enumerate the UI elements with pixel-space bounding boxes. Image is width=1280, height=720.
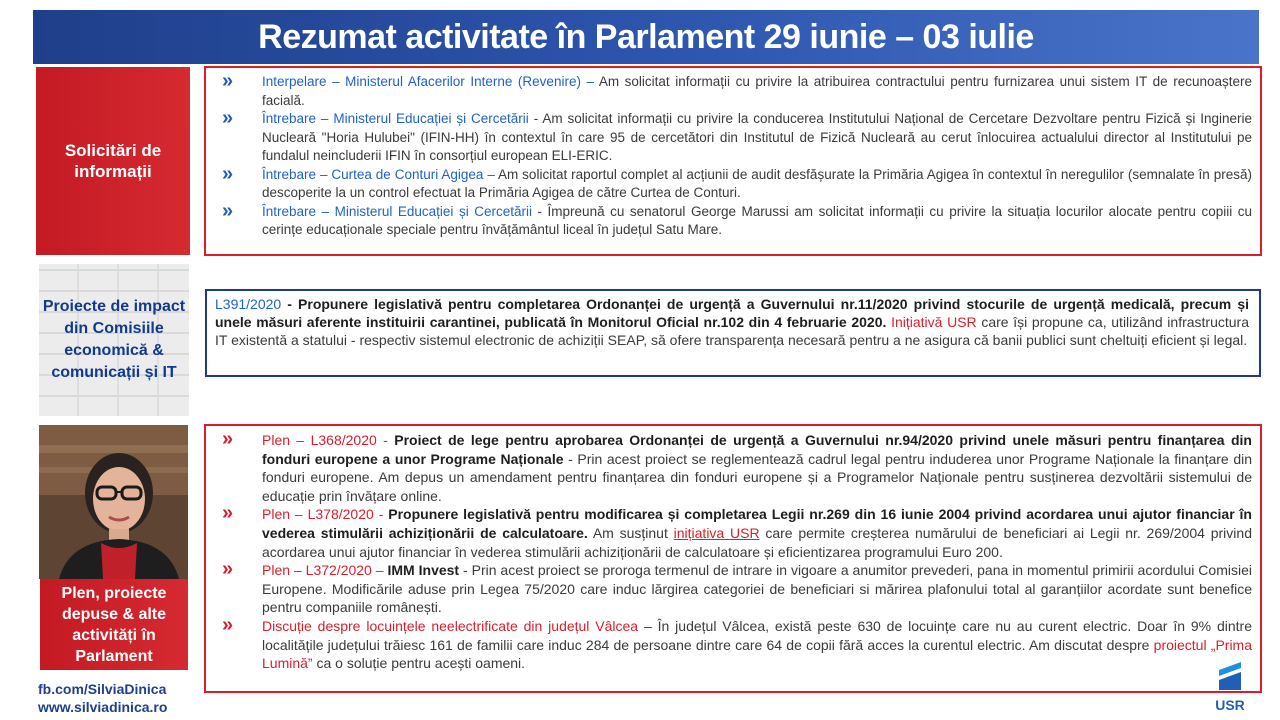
section-label-plen-text: Plen, proiecte depuse & alte activități în Parlament [61,584,167,665]
chevron-bullet-icon: » [222,502,234,525]
project-code: L391/2020 [215,296,282,312]
usr-initiative-link[interactable]: inițiativa USR [673,524,760,541]
item-body: - Prin acest proiect se reglementează cadrul legal pentru induderea unor Programe Naționale la finanțare din fonduri europene. Am depus un amendament pentru finanțarea din fonduri europene și a Programelor Naționale pentru susținerea dezvoltării sistemului de educație prin învățare online. [262,450,1253,504]
list-item [220,70,1252,110]
item-body: – În județul Vâlcea, există peste 630 de locuințe care nu au curent electric. Doar în 9% dintre localitățile județului trăiesc 161 de familii care induc 284 de persoane dintre care 64 de copii fără acces la curentul electric. Am discutat despre [262,617,1253,653]
item-body: - Am solicitat informații cu privire la conducerea Institutului Național de Cercetare Dezvoltare pentru Fizică și Inginerie Nucleară "Horia Hulubei" (IFIN-HH) în contextul în care 95 de cercetători din Institutul de Fizică Nucleară au cerut înlocuirea actualului director al Institutului pe fundalul neincluderii IFIN în consorțiul european ELI-ERIC. [262,111,1252,163]
section-label-projects-text: Proiecte de impact din Comisiile economică & comunicații și IT [42,298,186,381]
list-item [220,162,1252,203]
footer-links [38,680,167,716]
project-body: care își propune ca, utilizând infrastructura IT existentă a statului - respectiv sistemul electronic de achiziții SEAP, să ofere transparența necesară pentru a ne asigura că banii publici sunt cheltuiți eficient și legal. [215,314,1250,348]
section-label-info [36,67,190,255]
info-requests-panel [204,66,1262,256]
item-bold: IMM Invest [387,562,460,579]
item-heading: Plen – L368/2020 - [262,432,395,448]
item-bold: Propunere legislativă pentru modificarea și completarea Legii nr.269 din 16 iunie 2004 privind acordarea unui ajutor financiar în vederea stimulării achiziționării de calculatoare. [262,506,1252,541]
section-label-projects [39,264,189,416]
project-title: Propunere legislativă pentru completarea Ordonanței de urgență a Guvernului nr.11/2020 privind stocurile de urgență medicală, precum și unele măsuri aferente instituirii carantinei, publicată în Monitorul Oficial nr.102 din 4 februarie 2020. [215,296,1249,330]
item-body: Am solicitat informații cu privire la atribuirea contractului pentru furnizarea unui sistem IT de recunoaștere facială. [262,74,1252,108]
usr-logo-mark-icon [1215,660,1245,692]
usr-logo-text: USR [1215,697,1245,713]
list-item [220,558,1252,617]
list-item [220,199,1253,240]
list-item [220,613,1253,673]
item-bold: Proiect de lege pentru aprobarea Ordonanței de urgență a Guvernului nr.94/2020 privind unele măsuri pentru finanțarea din fonduri europene a unor Programe Naționale [262,432,1252,467]
item-heading: Întrebare – Ministerul Educației și Cercetării [262,111,529,126]
item-tail: ca o soluție pentru acești oameni. [312,655,526,672]
chevron-bullet-icon: » [222,558,234,581]
projects-panel [205,289,1261,377]
chevron-bullet-icon: » [222,107,234,129]
item-body: Am solicitat raportul complet al acțiunii de audit desfășurate la Primăria Agigea în contextul în neregulilor (semnalate în presă) descoperite la un control efectuat la Primăria Agigea de către Curtea de Conturi. [262,166,1252,200]
list-item [220,428,1253,505]
item-heading: Interpelare – Ministerul Afacerilor Interne (Revenire) – [262,74,595,89]
item-body: - Împreună cu senatorul George Marussi am solicitat informații cu privire la situația locurilor alocate pentru copiii cu cerințe educaționale speciale pentru învățământul liceal în județul Satu Mare. [262,203,1253,237]
plen-panel [204,424,1262,693]
list-item [220,502,1252,561]
item-heading: Întrebare – Ministerul Educației și Cercetării [262,203,532,219]
facebook-link[interactable]: fb.com/SilviaDinica [38,681,167,697]
project-dash: - [281,296,299,312]
item-heading: Plen – L372/2020 – [262,562,388,579]
portrait-icon [39,425,188,579]
chevron-bullet-icon: » [222,162,234,185]
chevron-bullet-icon: » [222,70,234,92]
chevron-bullet-icon: » [222,613,234,636]
item-heading: Discuție despre locuințele neelectrificate din județul Vâlcea [262,617,639,634]
item-body: - Prin acest proiect se proroga termenul de intrare in vigoare a anumitor prevederi, pana in momentul primirii acordului Comisiei Europene. Modificările aduse prin Legea 75/2020 care induc lărgirea categoriei de beneficiari si mărirea plafonului total al garanțiilor acordate sunt benefice pentru companiile românești. [262,562,1252,616]
speaker-photo [39,425,188,579]
section-label-info-text: Solicitări de informații [64,141,162,181]
section-label-plen [40,579,188,670]
item-mid: Am susținut [587,524,674,541]
prima-lumina-link[interactable]: proiectul „Prima Lumină” [262,636,1253,672]
list-item [220,107,1252,166]
page-title: Rezumat activitate în Parlament 29 iunie – 03 iulie [258,17,1034,56]
chevron-bullet-icon: » [222,199,234,222]
website-link[interactable]: www.silviadinica.ro [38,699,168,715]
usr-logo [1208,660,1252,712]
item-body: care permite creșterea numărului de beneficiari ai Legii nr. 269/2004 privind acordarea unui ajutor financiar în vederea stimulării achiziționării de calculatoare și eficientizarea programului Euro 200. [262,524,1252,560]
chevron-bullet-icon: » [222,428,234,450]
item-heading: Întrebare – Curtea de Conturi Agigea – [262,166,495,182]
usr-initiative-tag: Inițiativă USR [891,314,977,330]
title-bar [33,10,1259,64]
item-heading: Plen – L378/2020 - [262,506,389,523]
